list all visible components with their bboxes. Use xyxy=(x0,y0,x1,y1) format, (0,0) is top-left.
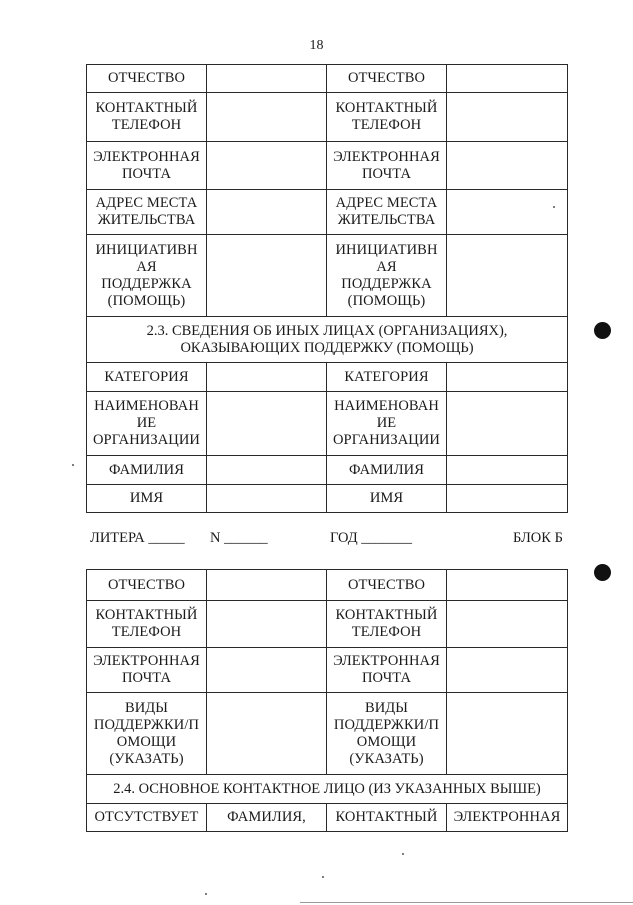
field-value-cell[interactable] xyxy=(207,65,327,93)
scan-speck xyxy=(205,893,207,895)
table-row xyxy=(87,456,568,485)
field-value-cell[interactable] xyxy=(207,570,327,601)
number-field: N ______ xyxy=(210,530,268,546)
field-label: ОТЧЕСТВО xyxy=(87,65,207,93)
field-value-cell[interactable] xyxy=(207,190,327,235)
field-label: НАИМЕНОВАН ИЕ ОРГАНИЗАЦИИ xyxy=(87,392,207,456)
form-table-top xyxy=(86,64,568,513)
table-row xyxy=(87,392,568,456)
field-value-cell[interactable] xyxy=(447,601,568,648)
scan-speck xyxy=(402,853,404,855)
year-field: ГОД _______ xyxy=(330,530,413,546)
punch-hole-mark xyxy=(594,322,611,339)
table-row xyxy=(87,601,568,648)
section-2-3-heading: 2.3. СВЕДЕНИЯ ОБ ИНЫХ ЛИЦАХ (ОРГАНИЗАЦИЯХ), ОКАЗЫВАЮЩИХ ПОДДЕРЖКУ (ПОМОЩЬ) xyxy=(87,317,568,363)
field-value-cell[interactable] xyxy=(447,93,568,142)
field-label: ИНИЦИАТИВН АЯ ПОДДЕРЖКА (ПОМОЩЬ) xyxy=(87,235,207,317)
table-row xyxy=(87,485,568,513)
field-label: КАТЕГОРИЯ xyxy=(327,363,447,392)
column-header-email: ЭЛЕКТРОННАЯ xyxy=(447,804,568,832)
field-value-cell[interactable] xyxy=(447,570,568,601)
field-label: ИМЯ xyxy=(327,485,447,513)
litera-field: ЛИТЕРА _____ xyxy=(90,530,185,546)
section-header-row xyxy=(87,775,568,804)
field-label: КОНТАКТНЫЙ ТЕЛЕФОН xyxy=(87,93,207,142)
field-value-cell[interactable] xyxy=(447,693,568,775)
field-label: ЭЛЕКТРОННАЯ ПОЧТА xyxy=(87,648,207,693)
field-label: НАИМЕНОВАН ИЕ ОРГАНИЗАЦИИ xyxy=(327,392,447,456)
scan-speck xyxy=(72,464,74,466)
field-value-cell[interactable] xyxy=(207,648,327,693)
field-label: КОНТАКТНЫЙ ТЕЛЕФОН xyxy=(87,601,207,648)
table-row xyxy=(87,693,568,775)
column-header-absent: ОТСУТСТВУЕТ xyxy=(87,804,207,832)
table-row xyxy=(87,570,568,601)
field-value-cell[interactable] xyxy=(447,235,568,317)
litera-line xyxy=(90,530,567,550)
table-row xyxy=(87,235,568,317)
table-row xyxy=(87,65,568,93)
form-table-bottom xyxy=(86,569,568,832)
field-label: ОТЧЕСТВО xyxy=(87,570,207,601)
field-label: ВИДЫ ПОДДЕРЖКИ/П ОМОЩИ (УКАЗАТЬ) xyxy=(87,693,207,775)
column-header-phone: КОНТАКТНЫЙ xyxy=(327,804,447,832)
field-value-cell[interactable] xyxy=(447,142,568,190)
field-label: ИНИЦИАТИВН АЯ ПОДДЕРЖКА (ПОМОЩЬ) xyxy=(327,235,447,317)
field-label: ЭЛЕКТРОННАЯ ПОЧТА xyxy=(327,142,447,190)
field-label: ИМЯ xyxy=(87,485,207,513)
table-row xyxy=(87,93,568,142)
field-value-cell[interactable] xyxy=(447,190,568,235)
field-value-cell[interactable] xyxy=(447,65,568,93)
field-value-cell[interactable] xyxy=(447,648,568,693)
field-label: ЭЛЕКТРОННАЯ ПОЧТА xyxy=(327,648,447,693)
section-2-4-heading: 2.4. ОСНОВНОЕ КОНТАКТНОЕ ЛИЦО (ИЗ УКАЗАННЫХ ВЫШЕ) xyxy=(87,775,568,804)
section-header-row xyxy=(87,317,568,363)
field-label: ОТЧЕСТВО xyxy=(327,65,447,93)
field-value-cell[interactable] xyxy=(447,485,568,513)
field-label: КАТЕГОРИЯ xyxy=(87,363,207,392)
field-value-cell[interactable] xyxy=(207,93,327,142)
field-value-cell[interactable] xyxy=(207,392,327,456)
column-header-surname: ФАМИЛИЯ, xyxy=(207,804,327,832)
table-row xyxy=(87,190,568,235)
field-label: ФАМИЛИЯ xyxy=(327,456,447,485)
field-label: АДРЕС МЕСТА ЖИТЕЛЬСТВА xyxy=(327,190,447,235)
field-value-cell[interactable] xyxy=(447,392,568,456)
scan-speck xyxy=(553,206,555,208)
field-label: ЭЛЕКТРОННАЯ ПОЧТА xyxy=(87,142,207,190)
field-value-cell[interactable] xyxy=(207,601,327,648)
field-value-cell[interactable] xyxy=(207,456,327,485)
table-row xyxy=(87,648,568,693)
field-value-cell[interactable] xyxy=(447,363,568,392)
punch-hole-mark xyxy=(594,564,611,581)
field-value-cell[interactable] xyxy=(207,485,327,513)
scan-speck xyxy=(322,876,324,878)
field-label: ФАМИЛИЯ xyxy=(87,456,207,485)
field-value-cell[interactable] xyxy=(447,456,568,485)
table-row xyxy=(87,363,568,392)
scan-edge-line xyxy=(300,902,633,903)
table-row xyxy=(87,804,568,832)
field-value-cell[interactable] xyxy=(207,363,327,392)
field-label: КОНТАКТНЫЙ ТЕЛЕФОН xyxy=(327,601,447,648)
table-row xyxy=(87,142,568,190)
block-label: БЛОК Б xyxy=(513,530,563,546)
page-number: 18 xyxy=(309,38,324,53)
field-value-cell[interactable] xyxy=(207,235,327,317)
field-label: АДРЕС МЕСТА ЖИТЕЛЬСТВА xyxy=(87,190,207,235)
field-label: ОТЧЕСТВО xyxy=(327,570,447,601)
field-value-cell[interactable] xyxy=(207,693,327,775)
field-label: ВИДЫ ПОДДЕРЖКИ/П ОМОЩИ (УКАЗАТЬ) xyxy=(327,693,447,775)
field-label: КОНТАКТНЫЙ ТЕЛЕФОН xyxy=(327,93,447,142)
field-value-cell[interactable] xyxy=(207,142,327,190)
